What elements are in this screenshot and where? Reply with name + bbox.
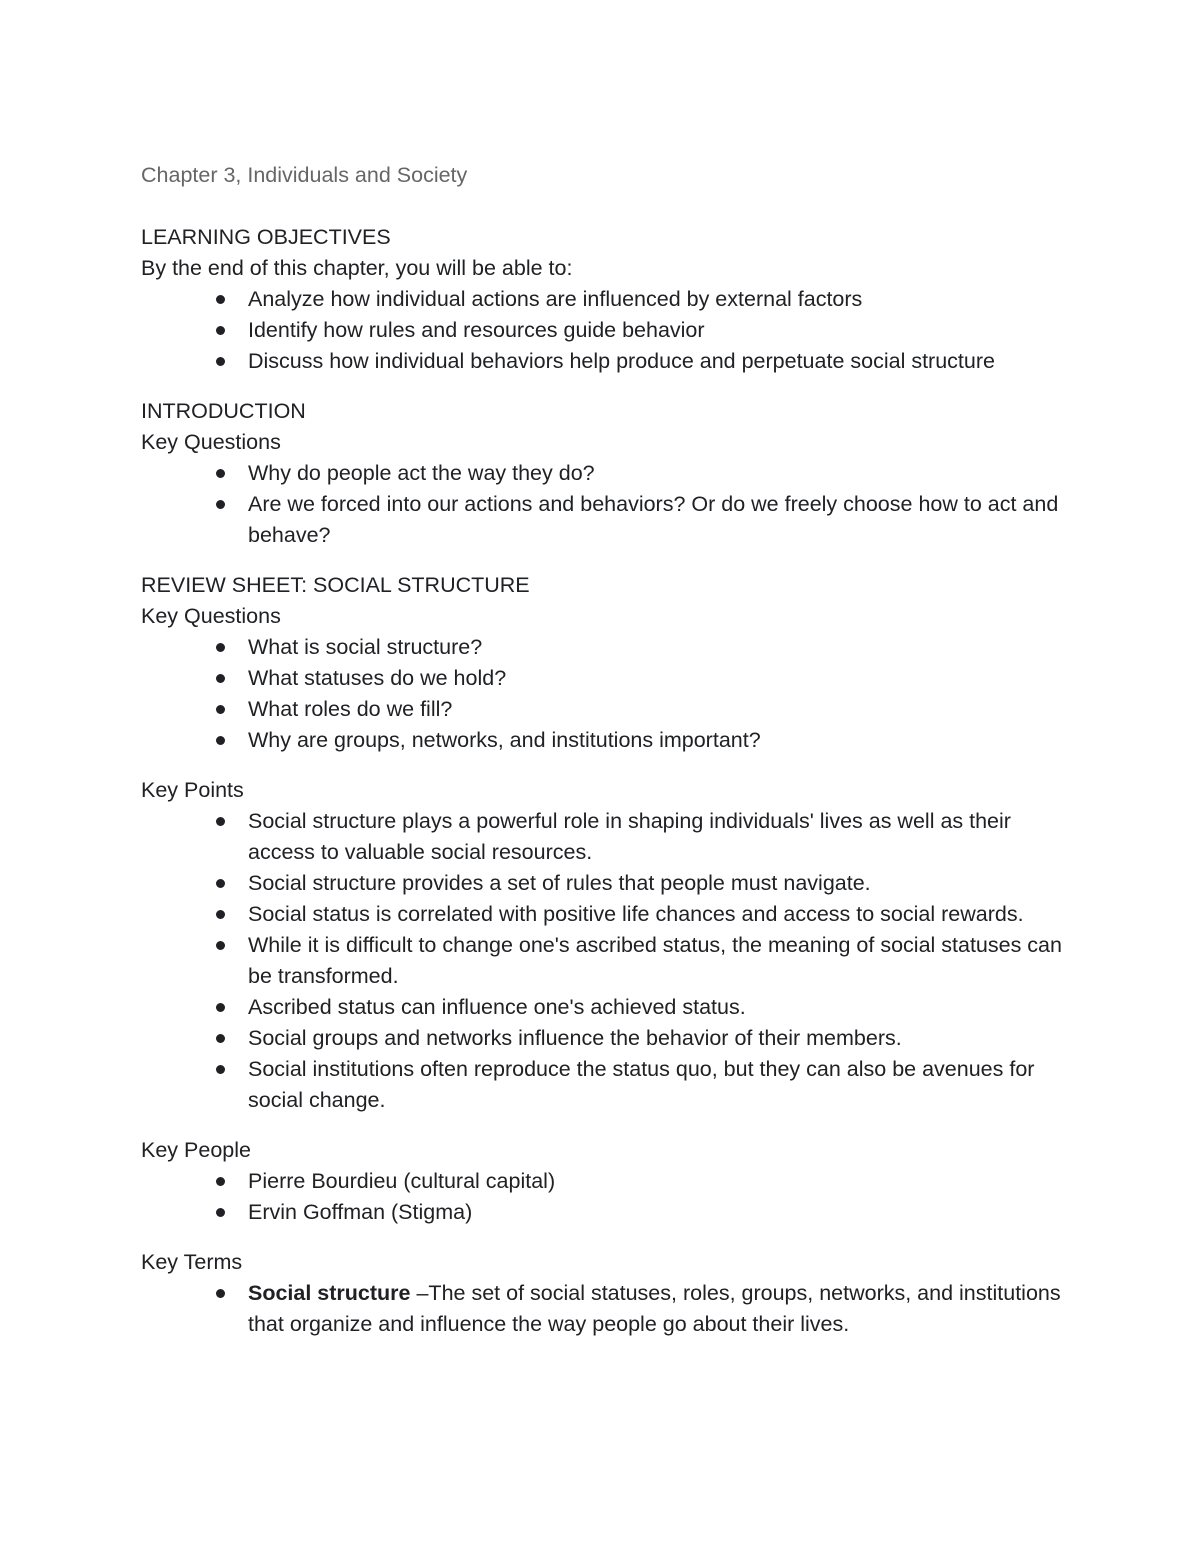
- bullet-icon: [216, 295, 225, 304]
- list-item: [141, 632, 1071, 663]
- list-item: [141, 868, 1071, 899]
- bullet-icon: [216, 705, 225, 714]
- bullet-icon: [216, 1065, 225, 1074]
- list-item-text: Social institutions often reproduce the status quo, but they can also be avenues for social change.: [248, 1057, 1035, 1112]
- list-item-text: Social status is correlated with positive life chances and access to social rewards.: [248, 902, 1024, 926]
- list-item-text: What roles do we fill?: [248, 697, 453, 721]
- bullet-icon: [216, 357, 225, 366]
- list-item: [141, 284, 1071, 315]
- list-item: [141, 1023, 1071, 1054]
- bullet-icon: [216, 1208, 225, 1217]
- list-item: [141, 1054, 1071, 1116]
- list-item-text: Pierre Bourdieu (cultural capital): [248, 1169, 556, 1193]
- bullet-icon: [216, 941, 225, 950]
- list-item-text: Ervin Goffman (Stigma): [248, 1200, 473, 1224]
- learning-objectives-heading: LEARNING OBJECTIVES: [141, 225, 391, 249]
- document-page: [141, 160, 1071, 1340]
- list-item-text: Why do people act the way they do?: [248, 461, 595, 485]
- list-item-text: Discuss how individual behaviors help produce and perpetuate social structure: [248, 349, 995, 373]
- list-item-text: What is social structure?: [248, 635, 483, 659]
- learning-objectives-list: [141, 284, 1071, 377]
- term-definition: –The set of social statuses, roles, groups, networks, and institutions that organize and influence the way people go about their lives.: [248, 1281, 1061, 1336]
- list-item-text: Social structure provides a set of rules that people must navigate.: [248, 871, 871, 895]
- list-item: [141, 806, 1071, 868]
- list-item: [141, 1166, 1071, 1197]
- bullet-icon: [216, 736, 225, 745]
- list-item: [141, 489, 1071, 551]
- key-people-list: [141, 1166, 1071, 1228]
- list-item-text: Social groups and networks influence the behavior of their members.: [248, 1026, 902, 1050]
- list-item-text: Identify how rules and resources guide behavior: [248, 318, 705, 342]
- bullet-icon: [216, 326, 225, 335]
- bullet-icon: [216, 643, 225, 652]
- list-item: [141, 315, 1071, 346]
- list-item-text: Why are groups, networks, and institutions important?: [248, 728, 761, 752]
- key-terms-label: Key Terms: [141, 1250, 243, 1274]
- bullet-icon: [216, 500, 225, 509]
- list-item: [141, 725, 1071, 756]
- introduction-questions-list: [141, 458, 1071, 551]
- bullet-icon: [216, 1003, 225, 1012]
- bullet-icon: [216, 469, 225, 478]
- bullet-icon: [216, 674, 225, 683]
- list-item: [141, 1278, 1071, 1340]
- review-sheet-heading: REVIEW SHEET: SOCIAL STRUCTURE: [141, 573, 530, 597]
- list-item-text: Ascribed status can influence one's achieved status.: [248, 995, 746, 1019]
- list-item: [141, 930, 1071, 992]
- list-item: [141, 694, 1071, 725]
- bullet-icon: [216, 817, 225, 826]
- key-points-label: Key Points: [141, 778, 244, 802]
- list-item: [141, 1197, 1071, 1228]
- list-item-text: Social structure plays a powerful role in shaping individuals' lives as well as their access to valuable social resources.: [248, 809, 1011, 864]
- introduction-section: [141, 396, 1071, 551]
- list-item-text: Are we forced into our actions and behaviors? Or do we freely choose how to act and behave?: [248, 492, 1059, 547]
- introduction-heading: INTRODUCTION: [141, 399, 306, 423]
- learning-objectives-section: [141, 222, 1071, 377]
- learning-objectives-intro: By the end of this chapter, you will be able to:: [141, 256, 573, 280]
- key-questions-list: [141, 632, 1071, 756]
- list-item-text: While it is difficult to change one's ascribed status, the meaning of social statuses can be transformed.: [248, 933, 1062, 988]
- bullet-icon: [216, 1289, 225, 1298]
- list-item: [141, 346, 1071, 377]
- document-title: Chapter 3, Individuals and Society: [141, 163, 468, 187]
- bullet-icon: [216, 1034, 225, 1043]
- list-item: [141, 663, 1071, 694]
- introduction-key-questions-label: Key Questions: [141, 430, 281, 454]
- list-item: [141, 899, 1071, 930]
- review-sheet-section: [141, 570, 1071, 1340]
- key-people-label: Key People: [141, 1138, 251, 1162]
- list-item: [141, 992, 1071, 1023]
- key-questions-label: Key Questions: [141, 604, 281, 628]
- bullet-icon: [216, 910, 225, 919]
- bullet-icon: [216, 1177, 225, 1186]
- list-item-text: What statuses do we hold?: [248, 666, 507, 690]
- list-item-text: Analyze how individual actions are influenced by external factors: [248, 287, 863, 311]
- key-points-list: [141, 806, 1071, 1116]
- bullet-icon: [216, 879, 225, 888]
- list-item: [141, 458, 1071, 489]
- key-terms-list: [141, 1278, 1071, 1340]
- term-name: Social structure: [248, 1281, 411, 1305]
